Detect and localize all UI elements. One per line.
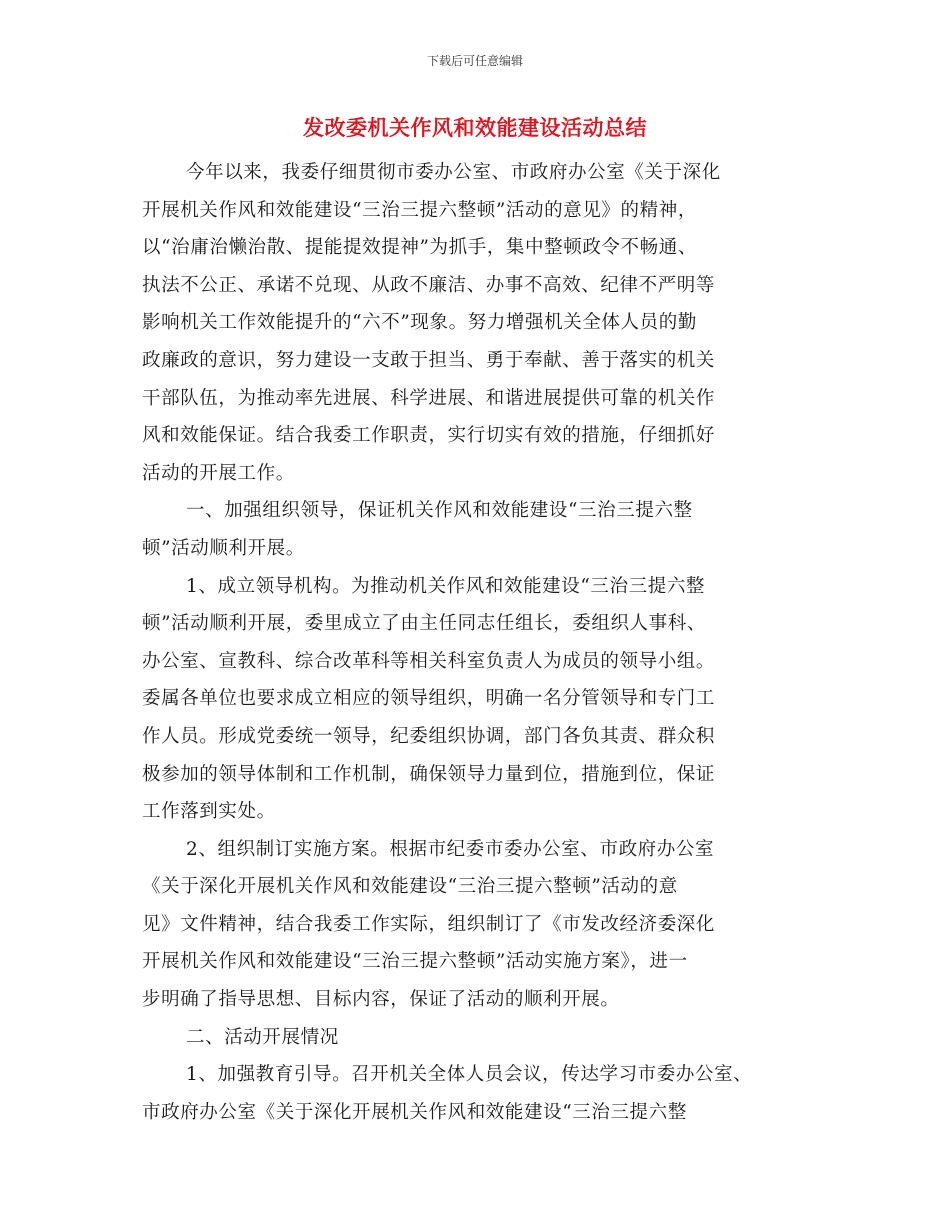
body-line: 顿”活动顺利开展，委里成立了由主任同志任组长，委组织人事科、 (142, 613, 706, 635)
body-line: 1、加强教育引导。召开机关全体人员会议，传达学习市委办公室、 (186, 1064, 753, 1086)
document-body (142, 154, 827, 1131)
body-line: 影响机关工作效能提升的“六不”现象。努力增强机关全体人员的勤 (142, 312, 697, 334)
section-heading-2: 二、活动开展情况 (186, 1026, 339, 1048)
body-line: 1、成立领导机构。为推动机关作风和效能建设“三治三提六整 (186, 575, 706, 597)
body-line: 步明确了指导思想、目标内容，保证了活动的顺利开展。 (142, 989, 620, 1011)
body-line: 作人员。形成党委统一领导，纪委组织协调，部门各负其责、群众积 (142, 725, 716, 747)
document-title: 发改委机关作风和效能建设活动总结 (303, 116, 647, 140)
body-line: 开展机关作风和效能建设“三治三提六整顿”活动的意见》的精神， (142, 199, 697, 221)
body-line: 活动的开展工作。 (142, 462, 295, 484)
body-line: 风和效能保证。结合我委工作职责，实行切实有效的措施，仔细抓好 (142, 425, 716, 447)
body-line: 政廉政的意识，努力建设一支敢于担当、勇于奉献、善于落实的机关 (142, 349, 716, 371)
body-line: 顿”活动顺利开展。 (142, 537, 305, 559)
body-line: 执法不公正、承诺不兑现、从政不廉洁、办事不高效、纪律不严明等 (142, 274, 716, 296)
body-line: 市政府办公室《关于深化开展机关作风和效能建设“三治三提六整 (142, 1101, 687, 1123)
body-line: 今年以来，我委仔细贯彻市委办公室、市政府办公室《关于深化 (186, 162, 721, 183)
body-line: 《关于深化开展机关作风和效能建设“三治三提六整顿”活动的意 (142, 876, 678, 898)
section-heading-1: 一、加强组织领导，保证机关作风和效能建设“三治三提六整 (186, 500, 693, 522)
body-line: 干部队伍，为推动率先进展、科学进展、和谐进展提供可靠的机关作 (142, 387, 716, 409)
body-line: 工作落到实处。 (142, 801, 276, 823)
body-line: 开展机关作风和效能建设“三治三提六整顿”活动实施方案》，进一 (142, 951, 688, 973)
body-line: 极参加的领导体制和工作机制，确保领导力量到位，措施到位，保证 (142, 763, 716, 785)
header-note: 下载后可任意编辑 (426, 54, 523, 68)
body-line: 见》文件精神，结合我委工作实际，组织制订了《市发改经济委深化 (142, 913, 716, 935)
body-line: 办公室、宣教科、综合改革科等相关科室负责人为成员的领导小组。 (142, 650, 716, 672)
body-line: 以“治庸治懒治散、提能提效提神”为抓手，集中整顿政令不畅通、 (142, 237, 697, 259)
body-line: 委属各单位也要求成立相应的领导组织，明确一名分管领导和专门工 (142, 688, 716, 710)
body-line: 2、组织制订实施方案。根据市纪委市委办公室、市政府办公室 (186, 838, 715, 860)
